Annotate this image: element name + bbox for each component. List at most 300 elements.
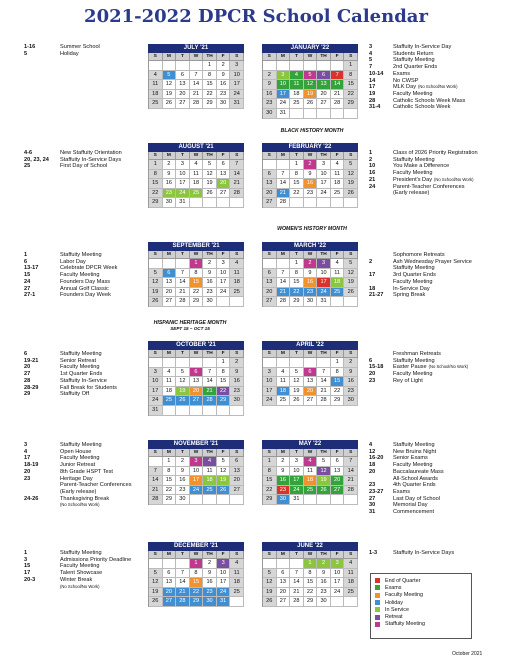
day-cell: 25	[344, 588, 358, 598]
day-cell: 4	[277, 368, 291, 378]
day-cell: 26	[163, 99, 177, 109]
event-date: 21	[369, 176, 376, 183]
day-cell: 8	[263, 467, 277, 477]
caption-hispanic-dates: SEPT 15 – OCT 15	[170, 326, 210, 331]
day-cell: 24	[230, 90, 244, 100]
day-cell: 25	[149, 99, 163, 109]
day-cell: 25	[331, 189, 345, 199]
day-cell: 17	[217, 278, 231, 288]
day-cell: 28	[290, 597, 304, 607]
event-date: 25	[24, 163, 31, 170]
weekday-header: F	[217, 551, 231, 559]
day-cell: 26	[203, 189, 217, 199]
weekday-header: T	[290, 551, 304, 559]
event-date: 21-27	[369, 292, 384, 299]
day-cell: 17	[290, 476, 304, 486]
weekday-header: W	[190, 449, 204, 457]
event-item	[369, 150, 478, 157]
day-cell: 11	[149, 80, 163, 90]
weekday-header: W	[190, 53, 204, 61]
day-cell: 26	[149, 597, 163, 607]
event-item	[24, 449, 132, 456]
day-cell: 2	[263, 71, 277, 81]
day-cell: 9	[203, 269, 217, 279]
day-cell: 14	[203, 377, 217, 387]
day-cell: 28	[190, 99, 204, 109]
empty-cell	[344, 198, 358, 208]
event-list	[369, 550, 454, 557]
day-cell: 12	[149, 578, 163, 588]
day-cell: 15	[344, 80, 358, 90]
event-date: 7	[369, 64, 373, 71]
event-text: Staffuity Meeting	[60, 351, 102, 357]
day-cell: 10	[149, 377, 163, 387]
event-item	[369, 44, 465, 51]
day-cell: 17	[331, 578, 345, 588]
event-text: First Day of School	[60, 163, 108, 170]
weekday-header: W	[304, 449, 318, 457]
day-cell: 30	[230, 396, 244, 406]
day-cell: 26	[344, 288, 358, 298]
day-cell: 21	[176, 588, 190, 598]
day-cell: 21	[344, 476, 358, 486]
event-text: Staffuity In-Service Days	[393, 550, 455, 556]
day-cell: 23	[317, 588, 331, 598]
event-item	[24, 150, 122, 157]
day-cell: 15	[163, 476, 177, 486]
event-text: Admissions Priority Deadline	[60, 556, 132, 563]
event-item	[24, 385, 117, 392]
day-cell: 14	[230, 170, 244, 180]
month-calendar	[148, 542, 244, 607]
day-cell: 13	[263, 278, 277, 288]
day-cell: 18	[344, 578, 358, 588]
event-text: Sophomore Retreats	[393, 252, 445, 258]
day-cell: 21	[149, 486, 163, 496]
day-cell: 6	[331, 457, 345, 467]
weekday-header: S	[263, 449, 277, 457]
empty-cell	[290, 61, 304, 71]
day-cell: 22	[263, 486, 277, 496]
empty-cell	[203, 358, 217, 368]
event-item	[369, 98, 465, 105]
weekday-header: W	[190, 251, 204, 259]
day-cell: 24	[217, 288, 231, 298]
empty-cell	[217, 406, 231, 416]
event-text: 2nd Quarter Ends	[393, 64, 438, 71]
month-calendar	[262, 440, 358, 505]
event-text: Parent-Teacher Conferences	[393, 183, 465, 190]
month-calendar	[262, 341, 358, 406]
event-date: 20-3	[24, 576, 36, 583]
event-text: Exams	[393, 488, 411, 495]
weekday-header: W	[304, 53, 318, 61]
event-item	[369, 184, 478, 191]
event-item	[369, 91, 465, 98]
event-text: Faculty Meeting	[393, 371, 433, 378]
day-cell: 22	[290, 288, 304, 298]
month-grid	[262, 53, 358, 119]
weekday-header: W	[304, 350, 318, 358]
event-date: 18-19	[24, 462, 39, 469]
event-text: Memorial Day	[393, 502, 428, 509]
day-cell: 3	[290, 457, 304, 467]
event-item	[369, 177, 478, 184]
day-cell: 16	[163, 179, 177, 189]
day-cell: 5	[149, 269, 163, 279]
empty-cell	[277, 358, 291, 368]
month-title: SEPTEMBER '21	[148, 242, 244, 251]
day-cell: 23	[203, 588, 217, 598]
day-cell: 18	[190, 179, 204, 189]
event-text: Commencement	[393, 509, 435, 516]
event-item	[24, 496, 132, 503]
event-text: Founders Day Week	[60, 292, 111, 299]
month-grid	[148, 449, 244, 505]
day-cell: 5	[344, 259, 358, 269]
day-cell: 22	[344, 90, 358, 100]
month-grid	[148, 152, 244, 208]
day-cell: 24	[331, 588, 345, 598]
event-date: 20, 23, 24	[24, 156, 49, 163]
day-cell: 1	[263, 457, 277, 467]
day-cell: 8	[163, 467, 177, 477]
day-cell: 1	[190, 559, 204, 569]
empty-cell	[331, 198, 345, 208]
event-text: 3rd Quarter Ends	[393, 272, 436, 279]
event-item	[369, 351, 468, 358]
day-cell: 9	[163, 170, 177, 180]
weekday-header: S	[230, 251, 244, 259]
day-cell: 13	[304, 377, 318, 387]
event-item	[24, 462, 132, 469]
empty-cell	[149, 61, 163, 71]
weekday-header: TH	[317, 251, 331, 259]
event-text: Senior Exams	[393, 455, 428, 462]
day-cell: 4	[290, 71, 304, 81]
empty-cell	[190, 495, 204, 505]
event-date: 1	[24, 550, 28, 556]
day-cell: 14	[176, 278, 190, 288]
day-cell: 3	[190, 457, 204, 467]
day-cell: 26	[217, 486, 231, 496]
event-item	[369, 279, 472, 286]
day-cell: 28	[331, 99, 345, 109]
event-item	[369, 509, 444, 516]
event-item	[24, 469, 132, 476]
event-item	[369, 449, 444, 456]
event-item	[24, 259, 117, 266]
day-cell: 29	[290, 297, 304, 307]
empty-cell	[263, 559, 277, 569]
empty-cell	[217, 297, 231, 307]
day-cell: 19	[149, 588, 163, 598]
day-cell: 15	[290, 179, 304, 189]
day-cell: 11	[203, 467, 217, 477]
color-legend	[370, 573, 472, 639]
day-cell: 26	[290, 396, 304, 406]
event-text: Freshman Retreats	[393, 351, 441, 357]
day-cell: 7	[203, 368, 217, 378]
event-date: 13-17	[24, 265, 39, 272]
event-item	[369, 442, 444, 449]
day-cell: 22	[217, 387, 231, 397]
event-item	[369, 496, 444, 503]
day-cell: 25	[203, 486, 217, 496]
event-date: 4	[24, 448, 28, 455]
event-item	[24, 51, 100, 58]
event-item	[369, 482, 444, 489]
event-item	[24, 358, 117, 365]
event-list	[24, 442, 132, 509]
month-title: MARCH '22	[262, 242, 358, 251]
weekday-header: M	[163, 350, 177, 358]
event-date: 28	[24, 377, 31, 384]
day-cell: 2	[203, 259, 217, 269]
weekday-header: T	[176, 152, 190, 160]
event-date: 27-1	[24, 292, 36, 299]
day-cell: 17	[317, 179, 331, 189]
day-cell: 20	[217, 179, 231, 189]
empty-cell	[190, 358, 204, 368]
weekday-header: S	[263, 551, 277, 559]
event-date: 16-20	[369, 455, 384, 462]
event-item	[24, 550, 131, 557]
weekday-header: S	[344, 152, 358, 160]
event-list	[369, 351, 468, 385]
empty-cell	[176, 559, 190, 569]
day-cell: 13	[163, 278, 177, 288]
event-item	[24, 557, 131, 564]
event-item	[369, 469, 444, 476]
day-cell: 31	[277, 109, 291, 119]
day-cell: 11	[344, 569, 358, 579]
event-item	[369, 170, 478, 177]
day-cell: 15	[263, 476, 277, 486]
day-cell: 14	[344, 467, 358, 477]
empty-cell	[344, 109, 358, 119]
day-cell: 9	[217, 71, 231, 81]
weekday-header: M	[277, 152, 291, 160]
event-date: 2	[369, 156, 373, 163]
day-cell: 14	[149, 476, 163, 486]
empty-cell	[331, 297, 345, 307]
day-cell: 15	[190, 578, 204, 588]
day-cell: 27	[277, 597, 291, 607]
day-cell: 28	[203, 396, 217, 406]
empty-cell	[176, 406, 190, 416]
day-cell: 7	[277, 170, 291, 180]
event-date: 17	[369, 84, 376, 91]
event-date: 23	[369, 377, 376, 384]
day-cell: 5	[344, 160, 358, 170]
day-cell: 29	[217, 396, 231, 406]
day-cell: 9	[344, 368, 358, 378]
weekday-header: S	[149, 251, 163, 259]
weekday-header: S	[344, 251, 358, 259]
day-cell: 27	[163, 297, 177, 307]
legend-item	[375, 606, 467, 613]
event-date: 1	[369, 150, 373, 156]
day-cell: 23	[304, 189, 318, 199]
event-text: Faculty Meeting	[60, 364, 100, 371]
day-cell: 5	[263, 569, 277, 579]
day-cell: 17	[317, 278, 331, 288]
event-item	[24, 442, 132, 449]
weekday-header: S	[149, 449, 163, 457]
day-cell: 3	[149, 368, 163, 378]
event-text: MLK Day	[393, 84, 417, 91]
legend-swatch	[375, 593, 380, 598]
weekday-header: TH	[203, 350, 217, 358]
empty-cell	[149, 559, 163, 569]
empty-cell	[230, 198, 244, 208]
day-cell: 12	[263, 578, 277, 588]
weekday-header: S	[263, 152, 277, 160]
day-cell: 1	[163, 457, 177, 467]
day-cell: 3	[217, 559, 231, 569]
weekday-header: S	[230, 350, 244, 358]
weekday-header: S	[149, 53, 163, 61]
month-title: DECEMBER '21	[148, 542, 244, 551]
day-cell: 24	[263, 396, 277, 406]
event-text: Faculty Meeting	[393, 90, 433, 97]
day-cell: 8	[149, 170, 163, 180]
day-cell: 28	[230, 189, 244, 199]
day-cell: 25	[163, 396, 177, 406]
weekday-header: S	[344, 551, 358, 559]
weekday-header: S	[230, 551, 244, 559]
event-date: 20	[369, 371, 376, 378]
day-cell: 29	[190, 297, 204, 307]
day-cell: 19	[304, 90, 318, 100]
day-cell: 15	[290, 278, 304, 288]
day-cell: 2	[176, 457, 190, 467]
weekday-header: W	[304, 551, 318, 559]
day-cell: 31	[149, 406, 163, 416]
event-item	[24, 482, 132, 489]
event-date	[24, 489, 60, 496]
day-cell: 3	[263, 368, 277, 378]
day-cell: 22	[190, 588, 204, 598]
day-cell: 21	[290, 588, 304, 598]
weekday-header: T	[290, 152, 304, 160]
day-cell: 23	[230, 387, 244, 397]
legend-item	[375, 599, 467, 606]
day-cell: 26	[176, 396, 190, 406]
day-cell: 21	[331, 90, 345, 100]
day-cell: 8	[203, 71, 217, 81]
event-date: 31-4	[369, 104, 381, 111]
day-cell: 2	[317, 559, 331, 569]
day-cell: 19	[344, 278, 358, 288]
event-text: Faculty Meeting	[60, 563, 100, 570]
day-cell: 16	[203, 278, 217, 288]
weekday-header: M	[163, 551, 177, 559]
event-text: Staffuity Meeting	[393, 265, 435, 272]
event-item	[24, 364, 117, 371]
event-item	[369, 378, 468, 385]
event-text: Founders Day Mass	[60, 278, 111, 285]
event-date: 20	[24, 364, 31, 371]
day-cell: 6	[277, 569, 291, 579]
day-cell: 29	[190, 597, 204, 607]
empty-cell	[331, 109, 345, 119]
month-grid	[148, 350, 244, 416]
day-cell: 7	[277, 269, 291, 279]
event-item	[369, 252, 472, 259]
day-cell: 10	[290, 467, 304, 477]
empty-cell	[203, 406, 217, 416]
event-text: Staffuity Meeting	[60, 442, 102, 448]
day-cell: 15	[217, 377, 231, 387]
day-cell: 3	[217, 259, 231, 269]
day-cell: 2	[344, 358, 358, 368]
day-cell: 8	[331, 368, 345, 378]
weekday-header: F	[217, 152, 231, 160]
empty-cell	[344, 597, 358, 607]
day-cell: 24	[190, 486, 204, 496]
event-text: Fall Break for Students	[60, 384, 117, 391]
day-cell: 2	[217, 61, 231, 71]
event-list	[369, 44, 465, 111]
day-cell: 13	[163, 578, 177, 588]
event-text: New Staffuity Orientation	[60, 150, 122, 156]
weekday-header: F	[331, 251, 345, 259]
event-item	[24, 265, 117, 272]
day-cell: 6	[217, 160, 231, 170]
day-cell: 10	[217, 269, 231, 279]
event-item	[24, 563, 131, 570]
event-item	[369, 272, 472, 279]
day-cell: 25	[190, 189, 204, 199]
day-cell: 13	[277, 578, 291, 588]
day-cell: 14	[290, 578, 304, 588]
day-cell: 1	[203, 61, 217, 71]
event-text: Staffuity Meeting	[60, 252, 102, 258]
day-cell: 9	[263, 80, 277, 90]
weekday-header: T	[290, 350, 304, 358]
event-text: Rey of Light	[393, 377, 423, 384]
event-item	[369, 364, 468, 371]
caption-black-history: BLACK HISTORY MONTH	[280, 128, 344, 134]
day-cell: 24	[277, 99, 291, 109]
day-cell: 15	[203, 80, 217, 90]
empty-cell	[217, 198, 231, 208]
day-cell: 1	[149, 160, 163, 170]
day-cell: 27	[190, 396, 204, 406]
day-cell: 12	[304, 80, 318, 90]
day-cell: 6	[263, 269, 277, 279]
day-cell: 30	[217, 99, 231, 109]
weekday-header: S	[230, 449, 244, 457]
event-date: 20	[369, 468, 376, 475]
day-cell: 8	[290, 269, 304, 279]
day-cell: 7	[230, 160, 244, 170]
day-cell: 7	[149, 467, 163, 477]
weekday-header: M	[163, 449, 177, 457]
day-cell: 27	[263, 297, 277, 307]
day-cell: 4	[331, 160, 345, 170]
day-cell: 31	[230, 99, 244, 109]
caption-womens-history: WOMEN'S HISTORY MONTH	[277, 226, 347, 232]
event-item	[369, 476, 444, 483]
event-text: Faculty Meeting	[393, 170, 433, 177]
event-text: New Bruins Night	[393, 448, 437, 455]
day-cell: 12	[149, 278, 163, 288]
weekday-header: M	[163, 152, 177, 160]
day-cell: 19	[344, 179, 358, 189]
